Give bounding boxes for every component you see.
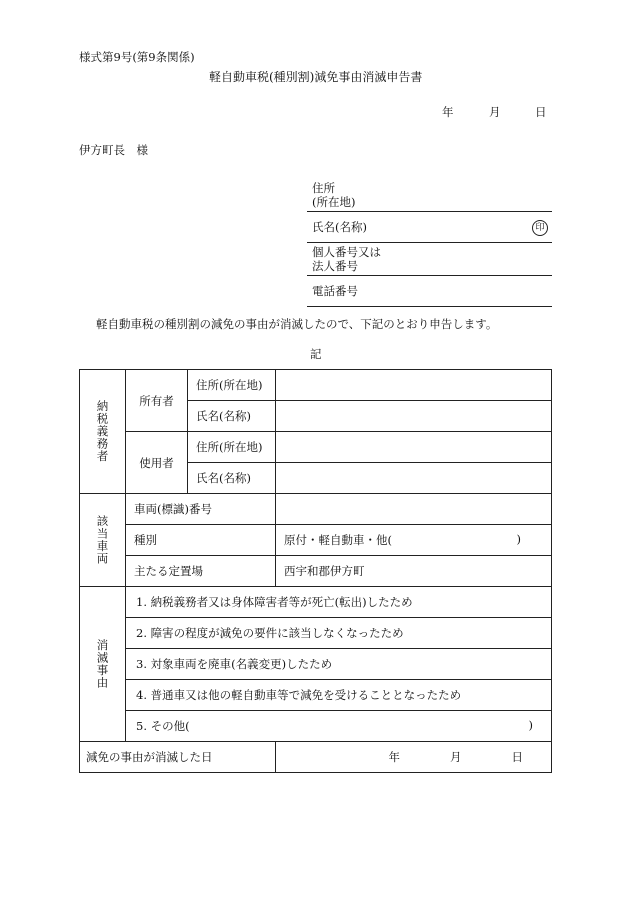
vehicle-number-field[interactable]	[276, 494, 552, 525]
user-address-label: 住所(所在地)	[188, 432, 276, 463]
applicant-divider	[307, 306, 552, 307]
storage-place-label: 主たる定置場	[126, 556, 276, 587]
applicant-address-sub-label: (所在地)	[312, 195, 356, 209]
user-label: 使用者	[126, 432, 188, 494]
reason-section-label: 消滅事由	[80, 587, 126, 742]
applicant-address-label: 住所	[312, 181, 335, 195]
extinguished-date-year: 年	[388, 750, 400, 764]
reason-item-5[interactable]	[126, 711, 552, 742]
reason-item-2[interactable]: 2. 障害の程度が減免の要件に該当しなくなったため	[126, 618, 552, 649]
owner-name-label: 氏名(名称)	[188, 401, 276, 432]
header-date-day: 日	[535, 105, 547, 119]
user-name-label: 氏名(名称)	[188, 463, 276, 494]
owner-address-label: 住所(所在地)	[188, 370, 276, 401]
vehicle-number-label: 車両(標識)番号	[126, 494, 276, 525]
user-name-field[interactable]	[276, 463, 552, 494]
document-title: 軽自動車税(種別割)減免事由消滅申告書	[209, 70, 423, 84]
addressee: 伊方町長 様	[79, 143, 148, 157]
storage-place-value: 西宇和郡伊方町	[276, 556, 552, 587]
vehicle-type-options: 原付・軽自動車・他(	[284, 533, 392, 547]
vehicle-type-field[interactable]	[276, 525, 552, 556]
extinguished-date-label: 減免の事由が消滅した日	[80, 742, 276, 773]
ki-heading: 記	[310, 347, 322, 361]
extinguished-date-day: 日	[511, 750, 523, 764]
header-date-year: 年	[442, 105, 454, 119]
applicant-divider	[307, 275, 552, 276]
reason-other-close: )	[528, 718, 533, 732]
extinguished-date-month: 月	[450, 750, 462, 764]
applicant-id-sub-label: 法人番号	[312, 259, 358, 273]
reason-other-label: 5. その他(	[136, 719, 190, 733]
owner-label: 所有者	[126, 370, 188, 432]
taxpayer-section-label: 納税義務者	[80, 370, 126, 494]
vehicle-type-label: 種別	[126, 525, 276, 556]
applicant-divider	[307, 211, 552, 212]
form-number: 様式第9号(第9条関係)	[79, 50, 195, 64]
reason-item-1[interactable]: 1. 納税義務者又は身体障害者等が死亡(転出)したため	[126, 587, 552, 618]
applicant-divider	[307, 242, 552, 243]
vehicle-type-close: )	[516, 532, 521, 546]
user-address-field[interactable]	[276, 432, 552, 463]
extinguished-date-field[interactable]	[276, 742, 552, 773]
applicant-id-label: 個人番号又は	[312, 245, 381, 259]
header-date-month: 月	[489, 105, 501, 119]
declaration-table	[79, 369, 552, 773]
vehicle-section-label: 該当車両	[80, 494, 126, 587]
reason-item-4[interactable]: 4. 普通車又は他の軽自動車等で減免を受けることとなったため	[126, 680, 552, 711]
owner-address-field[interactable]	[276, 370, 552, 401]
reason-item-3[interactable]: 3. 対象車両を廃車(名義変更)したため	[126, 649, 552, 680]
applicant-phone-label: 電話番号	[312, 284, 358, 298]
applicant-name-label: 氏名(名称)	[312, 220, 367, 234]
owner-name-field[interactable]	[276, 401, 552, 432]
seal-mark-icon: 印	[532, 220, 548, 236]
declaration-statement: 軽自動車税の種別割の減免の事由が消滅したので、下記のとおり申告します。	[96, 317, 498, 331]
